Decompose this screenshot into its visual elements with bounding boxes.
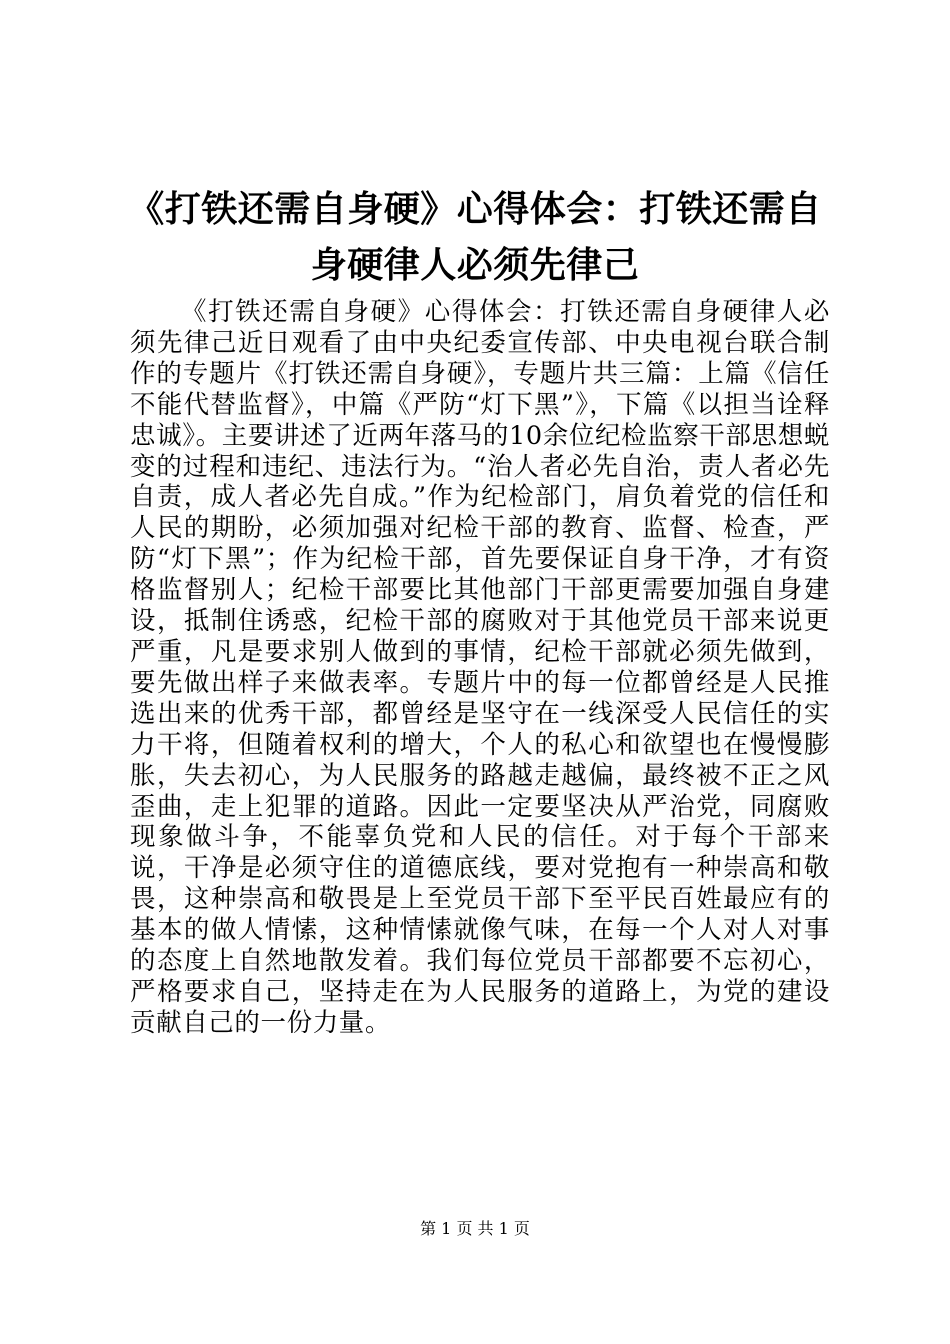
document-title: 《打铁还需自身硬》心得体会：打铁还需自身硬律人必须先律己 [128, 189, 822, 286]
document-body: 《打铁还需自身硬》心得体会：打铁还需自身硬律人必须先律己近日观看了由中央纪委宣传部、中央电视台联合制作的专题片《打铁还需自身硬》，专题片共三篇：上篇《信任不能代替监督》，中篇《严防“灯下黑”》，下篇《以担当诠释忠诚》。主要讲述了近两年落马的10余位纪检监察干部思想蜕变的过程和违纪、违法行为。“治人者必先自治，责人者必先自责，成人者必先自成。”作为纪检部门，肩负着党的信任和人民的期盼，必须加强对纪检干部的教育、监督、检查，严防“灯下黑”；作为纪检干部，首先要保证自身干净，才有资格监督别人；纪检干部要比其他部门干部更需要加强自身建设，抵制住诱惑，纪检干部的腐败对于其他党员干部来说更严重，凡是要求别人做到的事情，纪检干部就必须先做到，要先做出样子来做表率。专题片中的每一位都曾经是人民推选出来的优秀干部，都曾经是坚守在一线深受人民信任的实力干将，但随着权利的增大，个人的私心和欲望也在慢慢膨胀，失去初心，为人民服务的路越走越偏，最终被不正之风歪曲，走上犯罪的道路。因此一定要坚决从严治党，同腐败现象做斗争，不能辜负党和人民的信任。对于每个干部来说，干净是必须守住的道德底线，要对党抱有一种崇高和敬畏，这种崇高和敬畏是上至党员干部下至平民百姓最应有的基本的做人情愫，这种情愫就像气味，在每一个人对人对事的态度上自然地散发着。我们每位党员干部都要不忘初心，严格要求自己，坚持走在为人民服务的道路上，为党的建设贡献自己的一份力量。 [130, 297, 830, 1038]
page-footer: 第 1 页 共 1 页 [420, 1219, 530, 1238]
